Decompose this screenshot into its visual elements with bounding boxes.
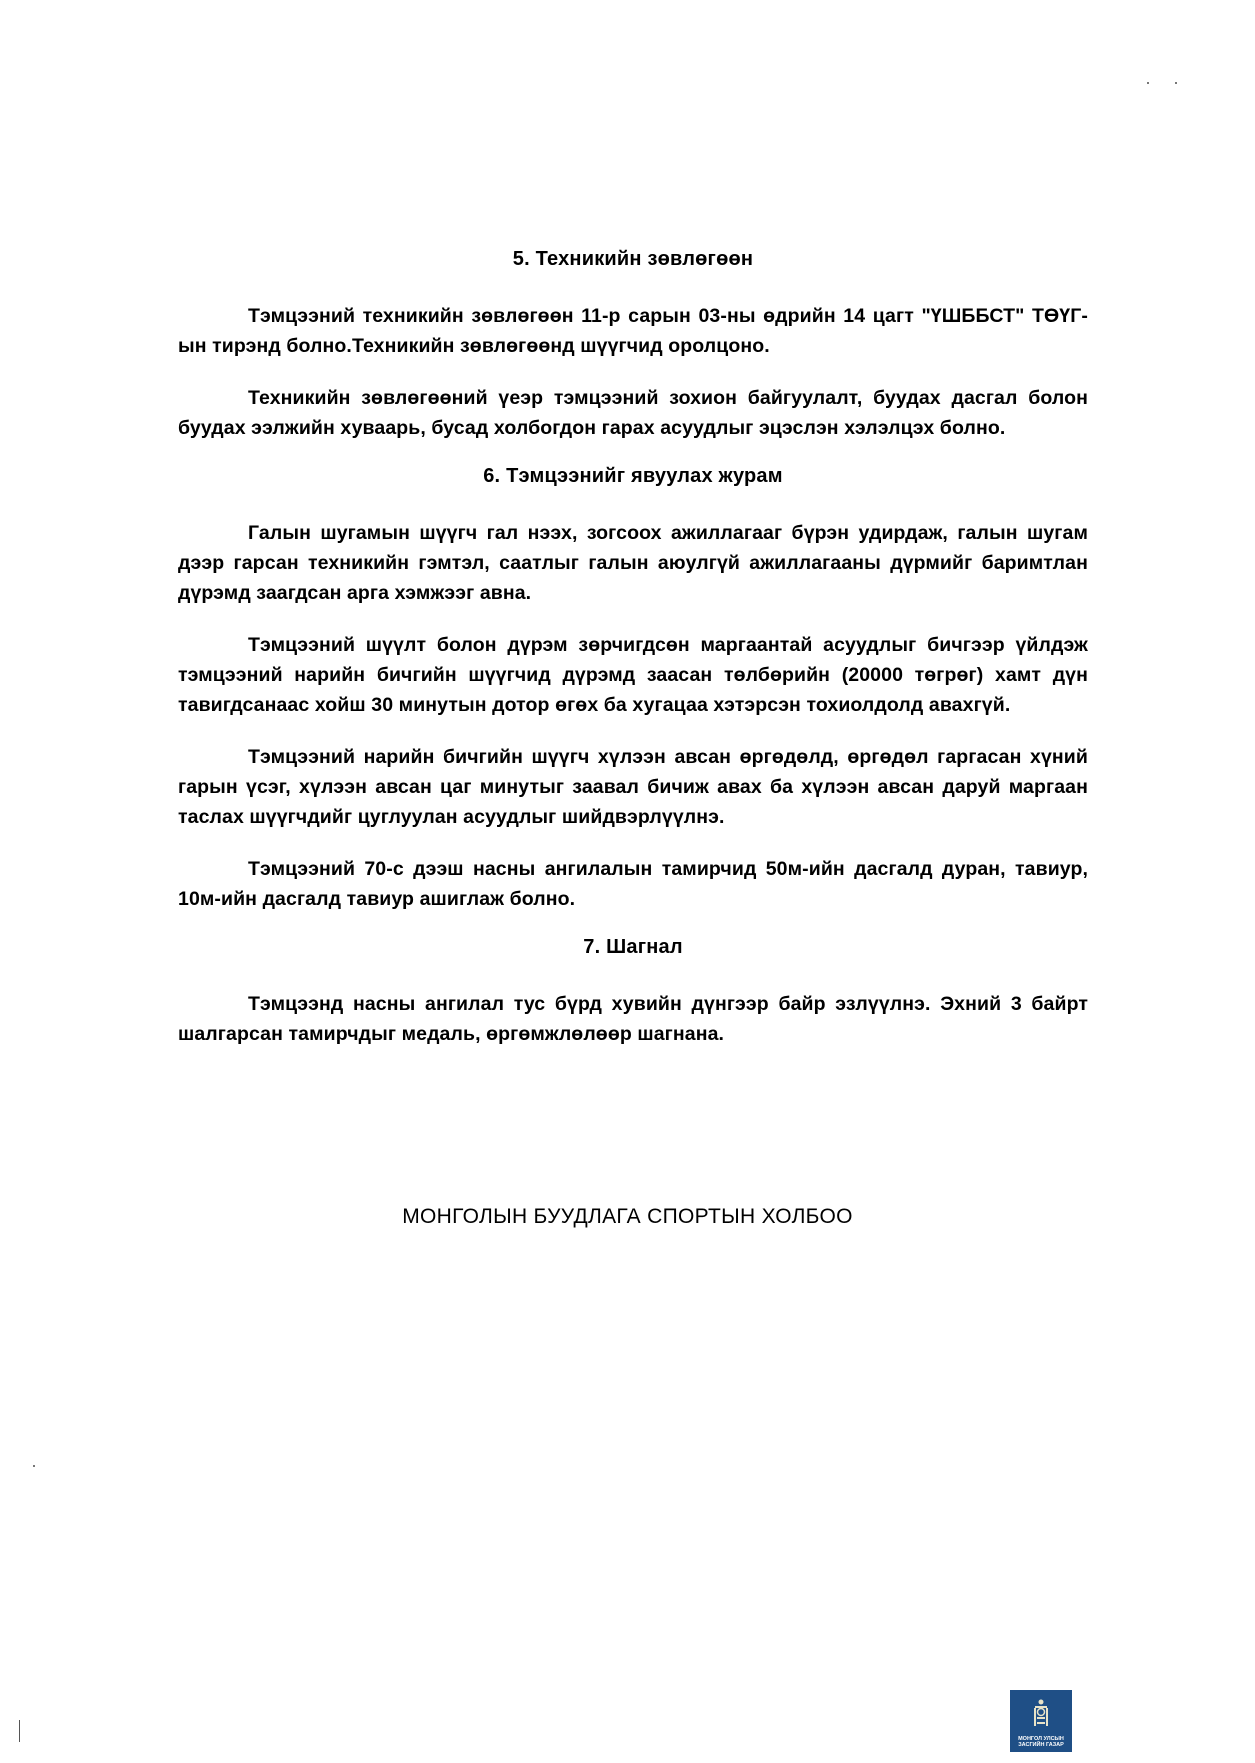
scan-edge-mark xyxy=(19,1720,20,1742)
organization-signature: МОНГОЛЫН БУУДЛАГА СПОРТЫН ХОЛБОО xyxy=(402,1205,853,1228)
section-5-paragraph: Техникийн зөвлөгөөний үеэр тэмцээний зохион байгуулалт, буудах дасгал болон буудах ээлжийн хуваарь, бусад холбогдон гарах асуудлыг эцэслэн хэлэлцэх болно. xyxy=(178,387,1088,439)
document-body xyxy=(178,248,1088,1071)
section-6-paragraph: Тэмцээний нарийн бичгийн шүүгч хүлээн авсан өргөдөлд, өргөдөл гаргасан хүний гарын үсэг, хүлээн авсан цаг минутыг заавал бичиж авах ба хүлээн авсан даруй маргаан таслах шүүгчдийг цуглуулан асуудлыг шийдвэрлүүлнэ. xyxy=(178,746,1088,828)
scan-speck xyxy=(1147,82,1149,84)
section-6-paragraph: Тэмцээний шүүлт болон дүрэм зөрчигдсөн маргаантай асуудлыг бичгээр үйлдэж тэмцээний нарийн бичгийн шүүгчид дүрэмд заасан төлбөрийн (20000 төгрөг) хамт дүн тавигдсанаас хойш 30 минутын дотор өгөх ба хугацаа хэтэрсэн тохиолдолд авахгүй. xyxy=(178,634,1088,716)
section-6-paragraph: Галын шугамын шүүгч гал нээх, зогсоох ажиллагааг бүрэн удирдаж, галын шугам дээр гарсан техникийн гэмтэл, саатлыг галын аюулгүй ажиллагааны дүрмийг баримтлан дүрэмд заагдсан арга хэмжээг авна. xyxy=(178,522,1088,604)
section-7-paragraph: Тэмцээнд насны ангилал тус бүрд хувийн дүнгээр байр эзлүүлнэ. Эхний 3 байрт шалгарсан тамирчдыг медаль, өргөмжлөлөөр шагнана. xyxy=(178,993,1088,1045)
soyombo-icon xyxy=(1029,1698,1053,1728)
section-5-heading: 5. Техникийн зөвлөгөөн xyxy=(512,248,754,270)
scan-speck xyxy=(1175,82,1177,84)
stamp-line-1: МОНГОЛ УЛСЫН xyxy=(1018,1736,1064,1742)
section-7-heading: 7. Шагнал xyxy=(583,936,683,958)
stamp-line-2: ЗАСГИЙН ГАЗАР xyxy=(1018,1742,1064,1748)
stamp-text xyxy=(1018,1736,1064,1752)
government-stamp xyxy=(1010,1690,1072,1752)
section-6-paragraph: Тэмцээний 70-с дээш насны ангилалын тамирчид 50м-ийн дасгалд дуран, тавиур, 10м-ийн дасгалд тавиур ашиглаж болно. xyxy=(178,858,1088,910)
scan-speck xyxy=(33,1465,35,1467)
section-6-heading: 6. Тэмцээнийг явуулах журам xyxy=(483,465,783,487)
section-5-paragraph: Тэмцээний техникийн зөвлөгөөн 11-р сарын 03-ны өдрийн 14 цагт "ҮШББСТ" ТӨҮГ-ын тирэнд болно.Техникийн зөвлөгөөнд шүүгчид оролцоно. xyxy=(178,305,1088,357)
